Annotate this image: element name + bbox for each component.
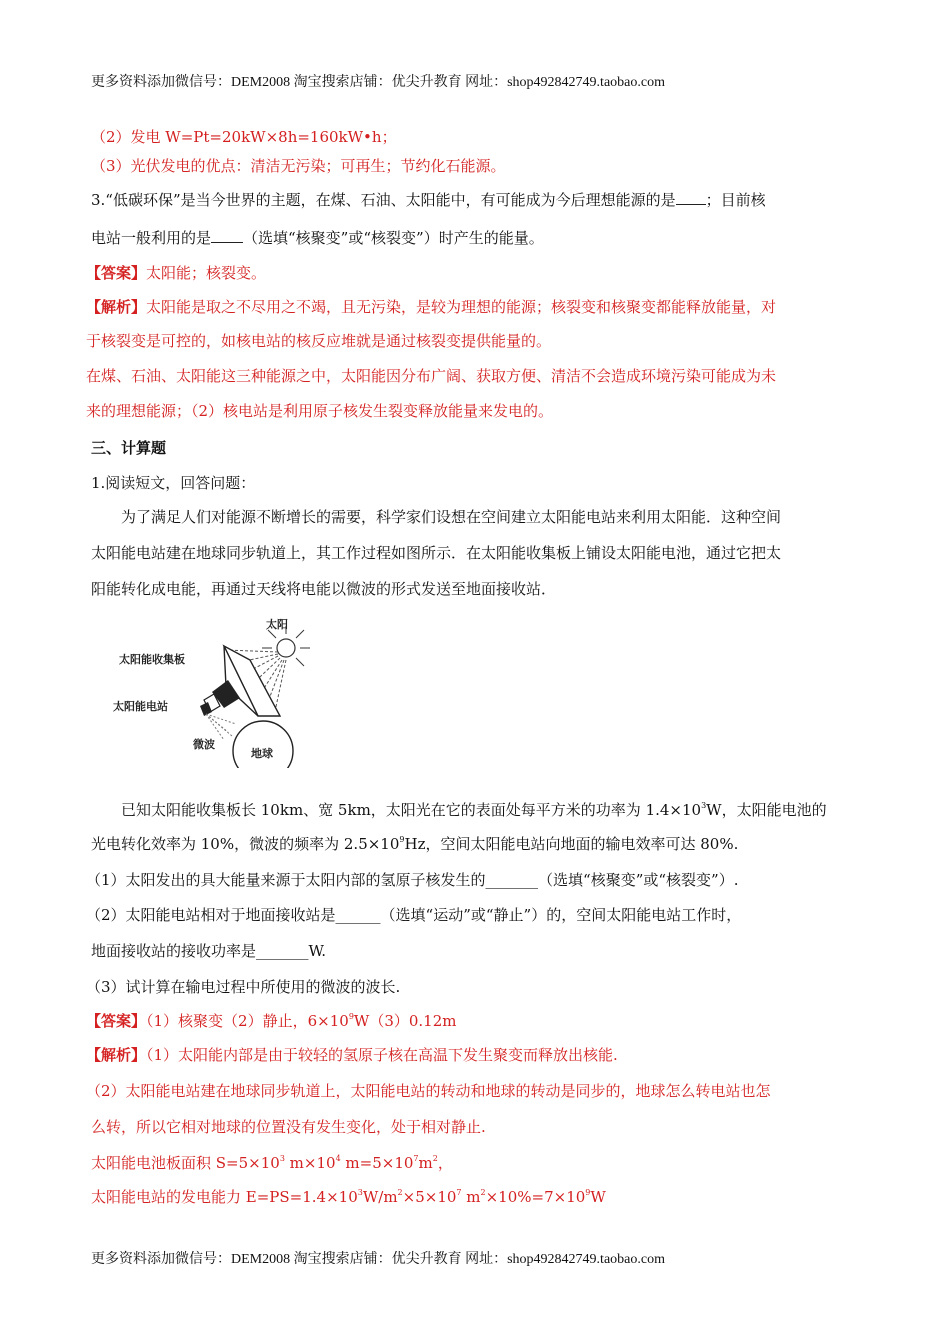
sun-icon [277, 639, 295, 657]
microwave-label: 微波 [193, 738, 215, 751]
question-3-line-2: 电站一般利用的是 （选填“核聚变”或“核裂变”）时产生的能量。 [91, 229, 544, 247]
question-3-explanation-2: 于核裂变是可控的，如核电站的核反应堆就是通过核裂变提供能量的。 [86, 332, 552, 350]
subquestion-3: （3）试计算在输电过程中所使用的微波的波长. [86, 978, 401, 996]
subquestion-1: （1）太阳发出的具大能量来源于太阳内部的氢原子核发生的_______（选填“核聚变”或“核裂变”）. [86, 871, 739, 889]
known-line-2: 光电转化效率为 10%，微波的频率为 $2.5\times 10^9Hz$，空间太阳能电站向地面的输电效率可达 80%. [91, 835, 739, 853]
question-3-explanation-1: 【解析】太阳能是取之不尽用之不竭，且无污染，是较为理想的能源；核裂变和核聚变都能释放能量，对 [86, 298, 777, 316]
subquestion-2: （2）太阳能电站相对于地面接收站是______（选填“运动”或“静止”）的，空间太阳能电站工作时， [86, 906, 742, 924]
question-3-explanation-3: 在煤、石油、太阳能这三种能源之中，太阳能因分布广阔、获取方便、清洁不会造成环境污染可能成为未 [86, 367, 777, 385]
subquestion-2-cont: 地面接收站的接收功率是_______W. [91, 942, 327, 960]
collector-label: 太阳能收集板 [119, 653, 185, 666]
station-label: 太阳能电站 [113, 700, 168, 713]
section-title: 三、计算题 [91, 439, 167, 457]
prev-answer-line-2: （2）发电 W=Pt=20kW×8h=160kW•h； [91, 128, 397, 146]
prev-answer-line-3: （3）光伏发电的优点：清洁无污染；可再生；节约化石能源。 [91, 157, 506, 175]
question-3-explanation-4: 来的理想能源；（2）核电站是利用原子核发生裂变释放能量来发电的。 [86, 402, 554, 420]
question-3-answer: 【答案】太阳能；核裂变。 [86, 264, 267, 282]
passage-line-2: 太阳能电站建在地球同步轨道上，其工作过程如图所示．在太阳能收集板上铺设太阳能电池，通过它把太 [91, 544, 782, 562]
sun-label: 太阳 [266, 618, 288, 631]
question-1-explanation-2: （2）太阳能电站建在地球同步轨道上，太阳能电站的转动和地球的转动是同步的，地球怎么转电站也怎 [86, 1082, 771, 1100]
answer-blank [676, 190, 706, 205]
known-line-1: 已知太阳能收集板长 10km、宽 5km，太阳光在它的表面处每平方米的功率为 $1.4\times 10^3W$，太阳能电池的 [121, 801, 827, 819]
question-1-explanation-1: 【解析】（1）太阳能内部是由于较轻的氢原子核在高温下发生聚变而释放出核能. [86, 1046, 618, 1064]
area-calculation: 太阳能电池板面积 $S=5\times 10^3$ $m\times 10^4$ $m=5\times 10^7m^2$， [91, 1154, 453, 1172]
page-footer: 更多资料添加微信号：DEM2008 淘宝搜索店铺：优尖升教育 网址：shop492842749.taobao.com [91, 1252, 665, 1267]
passage-line-3: 阳能转化成电能，再通过天线将电能以微波的形式发送至地面接收站． [91, 580, 557, 598]
question-1-explanation-3: 么转，所以它相对地球的位置没有发生变化，处于相对静止. [91, 1118, 486, 1136]
diagram-graphic [108, 612, 328, 768]
question-1-title: 1.阅读短文，回答问题： [91, 474, 256, 492]
solar-power-station-diagram [108, 612, 328, 768]
question-1-answer: 【答案】（1）核聚变（2）静止，$6\times 10^9W(3)0.12m$ [86, 1012, 457, 1030]
page-header: 更多资料添加微信号：DEM2008 淘宝搜索店铺：优尖升教育 网址：shop492842749.taobao.com [91, 75, 665, 90]
earth-label: 地球 [251, 747, 273, 760]
passage-line-1: 为了满足人们对能源不断增长的需要，科学家们设想在空间建立太阳能电站来利用太阳能．这种空间 [121, 508, 782, 526]
power-calculation: 太阳能电站的发电能力 $E=PS=1.4\times 10^3W/m^2\times 5\times 10^7$ $m^2\times 10\%=7\times 10^9W$ [91, 1188, 606, 1206]
answer-blank [211, 228, 243, 243]
question-3-line-1: 3.“低碳环保”是当今世界的主题，在煤、石油、太阳能中，有可能成为今后理想能源的是 ；目前核 [91, 191, 766, 209]
